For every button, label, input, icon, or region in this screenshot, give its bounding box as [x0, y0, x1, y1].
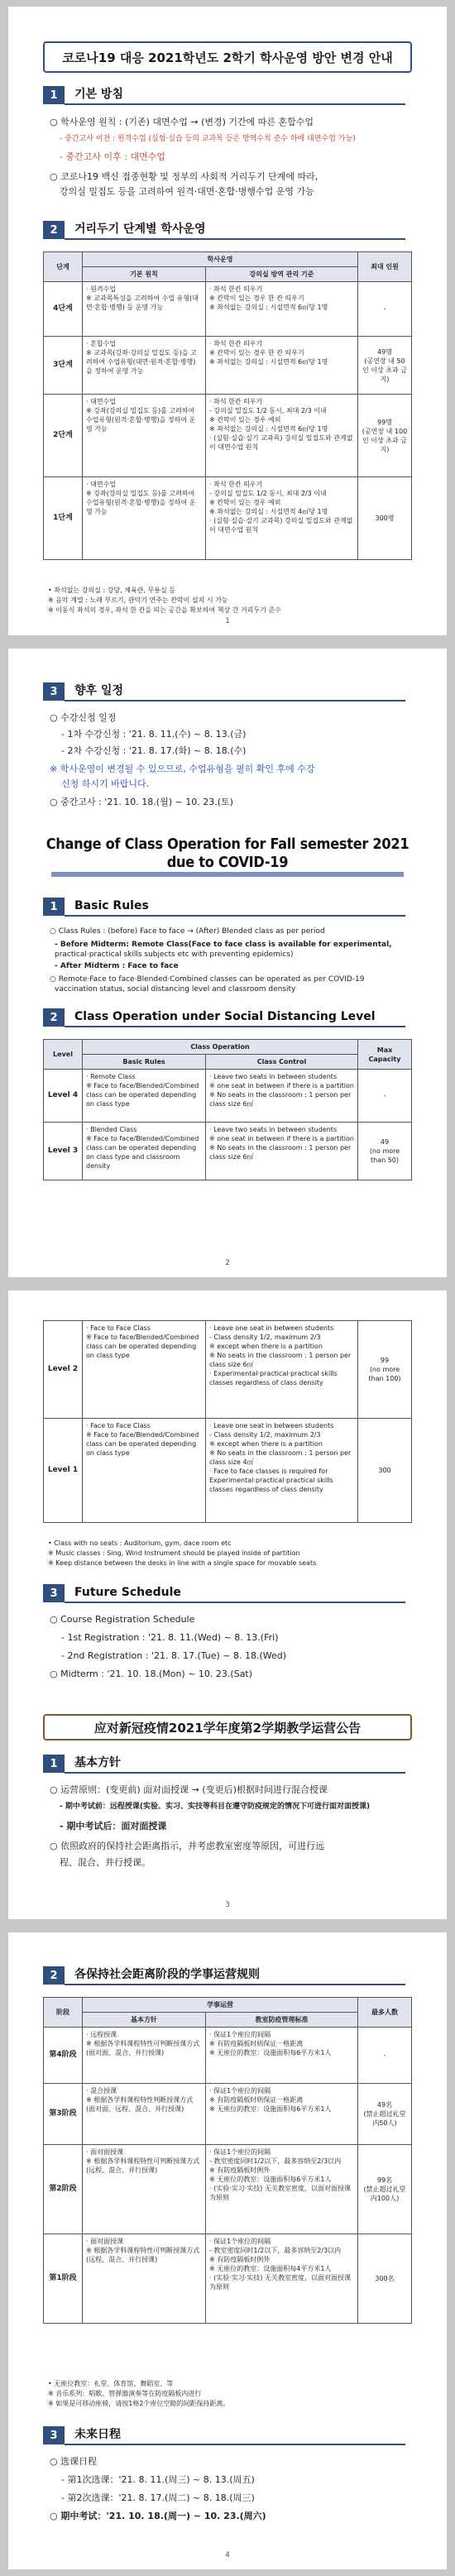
policy-line: ○ 코로나19 백신 접종현황 및 정부의 사회적 거리두기 단계에 따라, — [50, 171, 318, 182]
rule-line: - After Midterm : Face to face — [55, 962, 179, 970]
distancing-table-en — [43, 1039, 412, 1180]
table-cell: · 保证1个座位的间隔 ※ 有防疫隔板时则保证一格距离 ※ 无座位的教室：设施面积每6平方米1人 — [206, 2084, 358, 2145]
section-title: Future Schedule — [65, 1583, 405, 1603]
table-row — [44, 1123, 412, 1180]
table-cell: Level 4 — [44, 1070, 83, 1123]
schedule-line: ○ Midterm : '21. 10. 18.(Mon) ~ 10. 23.(Sat) — [50, 1669, 253, 1679]
table-cell: 第4阶段 — [44, 2028, 83, 2084]
table-cell: · Leave one seat in between students - Class density 1/2, maximum 2/3 ※ except when there is a partition ※ No seats in the classroom : 1 person per class size 6㎡ · Experimental·practical·practical skills classes regardless of class density — [206, 1321, 358, 1419]
table-cell: 第2阶段 — [44, 2145, 83, 2234]
table-row — [44, 1419, 412, 1523]
schedule-line: ○ 期中考试：'21. 10. 18.(周一) ~ 10. 23.(周六) — [50, 2511, 266, 2521]
table-cell: 99名 (禁止超过礼堂内100人) — [358, 2145, 412, 2234]
schedule-line: ○ 수강신청 일정 — [50, 712, 117, 723]
page-number: 1 — [225, 617, 230, 625]
schedule-line: - 2차 수강신청 : '21. 8. 17.(화) ~ 8. 18.(수) — [61, 745, 247, 756]
table-cell: · 面对面授课 ※ 根据各学科课程特性可判断授课方式(远程、混合、并行授课) — [83, 2234, 206, 2324]
table-row — [44, 477, 412, 560]
table-header: Basic Rules — [83, 1055, 206, 1070]
table-cell: Level 2 — [44, 1321, 83, 1419]
table-cell: 49명 (공연장 내 50인 이상 초과 금지) — [358, 337, 412, 395]
section-header-zh-2 — [43, 1966, 405, 1985]
schedule-line: ○ Course Registration Schedule — [50, 1614, 195, 1625]
section-header-zh-1 — [43, 1754, 405, 1774]
table-header: 最多人数 — [358, 1998, 412, 2028]
table-cell: · Face to Face Class ※ Face to face/Blended/Combined class can be operated depending on class type — [83, 1419, 206, 1523]
title-underline — [51, 872, 404, 877]
table-cell: · 원격수업 ※ 교과목특성을 고려하여 수업 유형(대면·혼합·병행) 등 운영 가능 — [83, 282, 206, 337]
table-cell: 第1阶段 — [44, 2234, 83, 2324]
table-note: ※ 음악 계열 : 노래 부르기, 관악기 연주는 칸막이 설치 시 가능 — [48, 596, 228, 604]
table-header: 학사운영 — [83, 252, 358, 267]
table-header: 基本方针 — [83, 2013, 206, 2028]
policy-line: ○ 运营原则：(变更前) 面对面授课 → (变更后)根据时间进行混合授课 — [50, 1784, 328, 1795]
table-cell: · 面对面授课 ※ 根据各学科课程特性可判断授课方式(远程、混合、并行授课) — [83, 2145, 206, 2234]
table-cell: · Blended Class ※ Face to face/Blended/Combined class can be operated depending on class type and classroom density — [83, 1123, 206, 1180]
rule-line: ○ Remote·Face to face·Blended·Combined classes can be operated as per COVID-19 — [50, 975, 365, 984]
table-row — [44, 2234, 412, 2324]
distancing-table-zh — [43, 1997, 412, 2324]
table-cell: · 대면수업 ※ 강좌(강의실 밀집도 등)를 고려하여 수업유형(원격·혼합·병행)을 정하여 운영 가능 — [83, 477, 206, 560]
table-header: Class Operation — [83, 1040, 358, 1055]
table-cell: · 保证1个座位的间隔 - 教室密度同时1/2以下，最多容纳至2/3以内 ※ 有防疫隔板时例外 ※ 无座位的教室：设施面积每4平方米1人 · (实验·实习·实技) 无关教室密度，以面对面授课为原则 — [206, 2234, 358, 2324]
rule-line: - Before Midterm: Remote Class(Face to face class is available for experimental, — [55, 941, 392, 949]
table-header: 강의실 방역 관리 기준 — [206, 267, 358, 282]
document-page-3 — [8, 1290, 447, 1919]
table-header: 단계 — [44, 252, 83, 282]
table-cell: 99 (no more than 100) — [358, 1321, 412, 1419]
table-cell: 49名 (禁止超过礼堂内50人) — [358, 2084, 412, 2145]
table-row — [44, 1321, 412, 1419]
policy-line: ○ 학사운영 원칙 : (기존) 대면수업 → (변경) 기간에 따른 혼합수업 — [50, 117, 314, 127]
table-row — [44, 282, 412, 337]
table-cell: 1단계 — [44, 477, 83, 560]
page-number: 3 — [225, 1901, 230, 1909]
section-title: 基本方针 — [65, 1754, 405, 1774]
schedule-line: ○ 중간고사 : '21. 10. 18.(월) ~ 10. 23.(토) — [50, 797, 233, 807]
table-header: Level — [44, 1040, 83, 1070]
rule-line: ○ Class Rules : (before) Face to face → (After) Blended class as per period — [50, 927, 325, 936]
section-title: 未来日程 — [65, 2425, 405, 2445]
document-page-2 — [8, 649, 447, 1277]
distancing-table-ko — [43, 251, 412, 560]
section-header-2 — [43, 220, 405, 240]
table-cell: - — [358, 1070, 412, 1123]
document-page-4 — [8, 1932, 447, 2569]
table-note: ※ Keep distance between the desks in line with a single space for movable seats — [48, 1559, 317, 1567]
policy-line: - 期中考试前：远程授课(实验、实习、实技等科目在遵守防疫规定的情况下可进行面对面授课) — [60, 1803, 371, 1811]
table-cell: 第3阶段 — [44, 2084, 83, 2145]
schedule-line: - 1st Registration : '21. 8. 11.(Wed) ~ 8. 13.(Fri) — [61, 1632, 279, 1643]
table-cell: - — [358, 282, 412, 337]
section-number: 1 — [43, 1755, 65, 1773]
table-note: ※ 如果是可移动座椅，请按1格2个座位空隙的间距保持距离。 — [48, 2400, 230, 2407]
table-cell: · 保证1个座位的间隔 - 教室密度同时1/2以下，最多容纳至2/3以内 ※ 有防疫隔板时例外 ※ 无座位的教室：设施面积每6平方米1人 · (实验·实习·实技) 无关教室密度，以面对面授课为原则 — [206, 2145, 358, 2234]
table-cell: Level 3 — [44, 1123, 83, 1180]
schedule-line: - 1차 수강신청 : '21. 8. 11.(수) ~ 8. 13.(금) — [61, 729, 247, 740]
table-header: 阶段 — [44, 1998, 83, 2028]
document-page-1 — [8, 7, 447, 635]
section-title: 기본 방침 — [65, 85, 405, 105]
table-header: 최대 인원 — [358, 252, 412, 282]
schedule-notice: 신청 하시기 바랍니다. — [61, 778, 150, 789]
table-row — [44, 2028, 412, 2084]
table-header: Class Control — [206, 1055, 358, 1070]
table-cell: · Remote Class ※ Face to face/Blended/Combined class can be operated depending on class type — [83, 1070, 206, 1123]
table-cell: · 좌석 한칸 띄우기 ※ 칸막이 있는 경우 한 칸 띄우기 ※ 좌석없는 강의실 : 시설면적 6㎡당 1명 — [206, 337, 358, 395]
policy-line: - 期中考试后：面对面授课 — [60, 1821, 167, 1831]
section-number: 3 — [43, 2426, 65, 2444]
table-cell: 3단계 — [44, 337, 83, 395]
section-number: 2 — [43, 221, 65, 239]
section-title: Basic Rules — [65, 897, 405, 917]
table-header: 教室防疫管理标准 — [206, 2013, 358, 2028]
section-header-en-1 — [43, 897, 405, 917]
schedule-line: - 第2次选课：'21. 8. 17.(周二) ~ 8. 18.(周三) — [61, 2492, 255, 2503]
section-header-1 — [43, 85, 405, 105]
section-header-zh-3 — [43, 2425, 405, 2445]
policy-line: - 중간고사 이후 : 대면수업 — [60, 151, 165, 162]
english-title — [43, 832, 412, 875]
section-title: 향후 일정 — [65, 682, 405, 701]
table-cell: 2단계 — [44, 395, 83, 477]
section-number: 1 — [43, 898, 65, 916]
table-cell: 300명 — [358, 477, 412, 560]
table-cell: · Leave two seats in between students ※ one seat in between if there is a partition ※ No seats in the classroom : 1 person per class size 6㎡ — [206, 1070, 358, 1123]
schedule-notice: ※ 학사운영이 변경될 수 있으므로, 수업유형을 필히 확인 후에 수강 — [50, 764, 315, 774]
policy-line: - 중간고사 이전 : 원격수업 (실험·실습 등의 교과목 등은 방역수칙 준수 하에 대면수업 가능) — [60, 135, 356, 143]
rule-line: vaccination status, social distancing level and classroom density — [55, 985, 296, 994]
section-header-3 — [43, 682, 405, 701]
policy-line: ○ 依照政府的保持社会距离指示，并考虑教室密度等原因，可进行远 — [50, 1841, 325, 1851]
schedule-line: ○ 选课日程 — [50, 2456, 98, 2467]
section-number: 1 — [43, 86, 65, 104]
rule-line: practical·practical skills subjects etc with preventing epidemics) — [55, 950, 294, 959]
table-cell: · 좌석 한칸 띄우기 ※ 칸막이 있는 경우 한 칸 띄우기 ※ 좌석없는 강의실 : 시설면적 6㎡당 1명 — [206, 282, 358, 337]
table-note: ※ 이동식 좌석의 경우, 좌석 한 칸을 띄는 공간을 확보하여 책상 간 거리두기 준수 — [48, 606, 281, 614]
section-title: Class Operation under Social Distancing Level — [65, 1008, 405, 1027]
table-cell: 49 (no more than 50) — [358, 1123, 412, 1180]
table-row — [44, 395, 412, 477]
table-row — [44, 1070, 412, 1123]
table-note: • 无座位教室：礼堂、体育馆、舞蹈室、等 — [48, 2380, 174, 2387]
page-title: 코로나19 대응 2021학년도 2학기 학사운영 방안 변경 안내 — [43, 41, 412, 73]
table-cell: · 좌석 한칸 띄우기 - 강의실 밀집도 1/2 동시, 최대 2/3 이내 ※ 칸막이 있는 경우 예외 ※ 좌석없는 강의실 : 시설면적 4㎡당 1명 · (실험·실습·실기 교과목) 강의실 밀집도와 관계없이 대면수업 원칙 — [206, 477, 358, 560]
table-cell: · 좌석 한칸 띄우기 - 강의실 밀집도 1/2 동시, 최대 2/3 이내 ※ 칸막이 있는 경우 예외 ※ 좌석없는 강의실 : 시설면적 6㎡당 1명 · (실험·실습·실기 교과목) 강의실 밀집도와 관계없이 대면수업 원칙 — [206, 395, 358, 477]
section-title: 거리두기 단계별 학사운영 — [65, 220, 405, 240]
table-cell: 300名 — [358, 2234, 412, 2324]
table-cell: · 远程授课 ※ 根据各学科课程特性可判断授课方式(面对面、混合、并行授课) — [83, 2028, 206, 2084]
table-header: 学事运营 — [83, 1998, 358, 2013]
table-header: Max Capacity — [358, 1040, 412, 1070]
section-number: 3 — [43, 1584, 65, 1602]
table-note: • 좌석없는 강의실 : 강당, 체육관, 무용실 등 — [48, 587, 175, 594]
schedule-line: - 2nd Registration : '21. 8. 17.(Tue) ~ 8. 18.(Wed) — [61, 1650, 287, 1661]
table-note: ※ Music classes : Sing, Wind Instrument should be played inside of partition — [48, 1549, 300, 1557]
section-header-en-2 — [43, 1008, 405, 1027]
english-title-line: Change of Class Operation for Fall semester 2021 — [46, 836, 410, 853]
table-cell: · 保证1个座位的间隔 ※ 有防疫隔板时则保证一格距离 ※ 无座位的教室：设施面积每6平方米1人 — [206, 2028, 358, 2084]
table-cell: · 대면수업 ※ 강좌(강의실 밀집도 등)를 고려하여 수업유형(원격·혼합·병행)을 정하여 운영 가능 — [83, 395, 206, 477]
distancing-table-en-continued — [43, 1320, 412, 1523]
table-row — [44, 2084, 412, 2145]
table-cell: · Face to Face Class ※ Face to face/Blended/Combined class can be operated depending on class type — [83, 1321, 206, 1419]
schedule-line: - 第1次选课：'21. 8. 11.(周三) ~ 8. 13.(周五) — [61, 2474, 255, 2485]
table-cell: · 혼합수업 ※ 교과목(강좌·강의실 밀집도 등)을 고려하여 수업유형(대면·원격·혼합·병행)을 정하여 운영 가능 — [83, 337, 206, 395]
table-cell: Level 1 — [44, 1419, 83, 1523]
section-title: 各保持社会距离阶段的学事运营规则 — [65, 1966, 405, 1985]
section-header-en-3 — [43, 1583, 405, 1603]
section-number: 3 — [43, 682, 65, 701]
table-cell: 99명 (공연장 내 100인 이상 초과 금지) — [358, 395, 412, 477]
table-cell: 4단계 — [44, 282, 83, 337]
page-number: 4 — [225, 2551, 230, 2559]
table-cell: - — [358, 2028, 412, 2084]
table-note: ※ 音乐系列：唱歌、管弹器演奏等在防疫隔板内进行 — [48, 2390, 202, 2397]
english-title-line: due to COVID-19 — [166, 854, 289, 871]
table-row — [44, 337, 412, 395]
section-number: 2 — [43, 1008, 65, 1027]
chinese-title: 应对新冠疫情2021学年度第2学期教学运营公告 — [43, 1714, 412, 1740]
table-cell: 300 — [358, 1419, 412, 1523]
table-row — [44, 2145, 412, 2234]
table-cell: · Leave two seats in between students ※ one seat in between if there is a partition ※ No seats in the classroom : 1 person per class size 6㎡ — [206, 1123, 358, 1180]
table-header: 기본 원칙 — [83, 267, 206, 282]
table-cell: · Leave one seat in between students - Class density 1/2, maximum 2/3 ※ except when there is a partition ※ No seats in the classroom : 1 person per class size 4㎡ · Face to face classes is required for Experimental·practical·practical skills classes regardless of class density — [206, 1419, 358, 1523]
table-note: • Class with no seats : Auditorium, gym, dace room etc — [48, 1539, 232, 1547]
table-cell: · 混合授课 ※ 根据各学科课程特性判断授课方式(面对面、远程、混合、并行授课) — [83, 2084, 206, 2145]
policy-line: 程、混合、并行授课。 — [60, 1857, 151, 1868]
page-number: 2 — [225, 1259, 230, 1267]
section-number: 2 — [43, 1966, 65, 1985]
policy-line: 강의실 밀집도 등을 고려하여 원격·대면·혼합·병행수업 운영 가능 — [60, 186, 314, 197]
